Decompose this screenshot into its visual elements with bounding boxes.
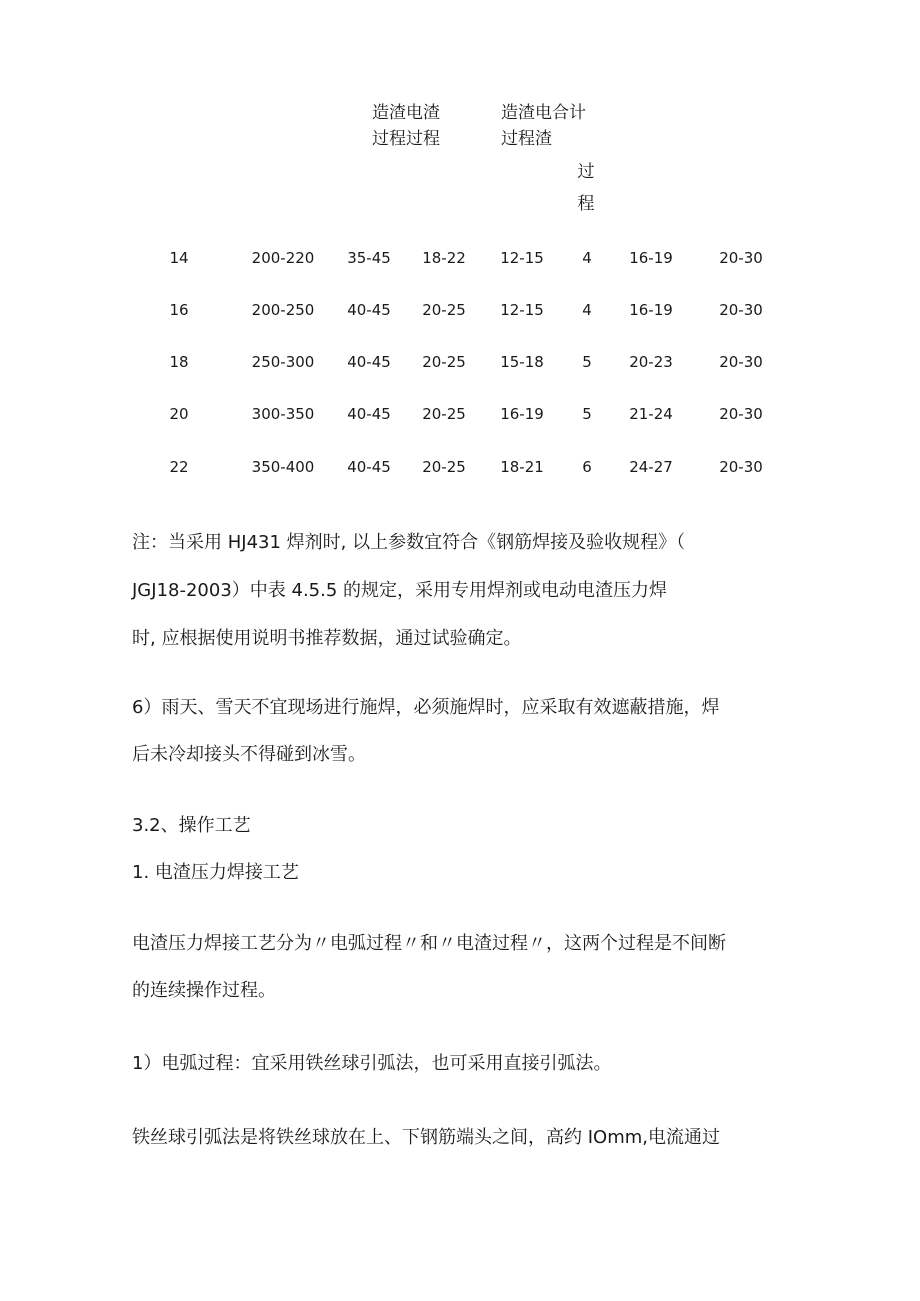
- table-header-text: 造渣电合计: [501, 103, 586, 123]
- table-cell: 16: [169, 301, 189, 319]
- table-cell: 18-22: [422, 249, 466, 267]
- table-cell: 15-18: [500, 353, 544, 371]
- note-line: 时, 应根据使用说明书推荐数据，通过试验确定。: [132, 628, 522, 649]
- note-paragraph: [132, 519, 685, 663]
- section-heading: 3.2、操作工艺: [132, 815, 251, 836]
- table-header-text: 过程过程: [372, 129, 440, 149]
- intro-line: 电渣压力焊接工艺分为〃电弧过程〃和〃电渣过程〃，这两个过程是不间断: [132, 933, 726, 954]
- table-cell: 4: [582, 249, 592, 267]
- table-cell: 40-45: [347, 301, 391, 319]
- table-cell: 21-24: [629, 405, 673, 423]
- table-cell: 350-400: [251, 458, 315, 476]
- table-cell: 22: [169, 458, 189, 476]
- arc-method-paragraph: 铁丝球引弧法是将铁丝球放在上、下钢筋端头之间，高约 IOmm,电流通过: [132, 1127, 720, 1148]
- table-cell: 40-45: [347, 405, 391, 423]
- table-header-text: 过程渣: [501, 129, 552, 149]
- note-line: 注：当采用 HJ431 焊剂时, 以上参数宜符合《钢筋焊接及验收规程》（: [132, 532, 686, 553]
- table-cell: 20-25: [422, 353, 466, 371]
- table-cell: 20-25: [422, 458, 466, 476]
- table-cell: 300-350: [251, 405, 315, 423]
- table-cell: 20-30: [719, 249, 763, 267]
- table-header-text: 程: [577, 194, 595, 214]
- intro-paragraph: [132, 920, 726, 1014]
- table-cell: 16-19: [629, 301, 673, 319]
- table-header-text: 造渣电渣: [372, 103, 440, 123]
- table-cell: 200-250: [251, 301, 315, 319]
- table-cell: 4: [582, 301, 592, 319]
- table-cell: 250-300: [251, 353, 315, 371]
- table-cell: 18: [169, 353, 189, 371]
- table-cell: 20-30: [719, 353, 763, 371]
- item-6-line: 后未冷却接头不得碰到冰雪。: [132, 744, 366, 765]
- item-6-paragraph: [132, 684, 719, 778]
- table-header-vertical: [576, 156, 596, 220]
- table-cell: 20-25: [422, 301, 466, 319]
- table-cell: 20: [169, 405, 189, 423]
- table-header-group-1: [372, 100, 440, 152]
- table-cell: 40-45: [347, 353, 391, 371]
- table-cell: 40-45: [347, 458, 391, 476]
- table-cell: 12-15: [500, 249, 544, 267]
- table-cell: 6: [582, 458, 592, 476]
- intro-line: 的连续操作过程。: [132, 980, 276, 1001]
- table-cell: 35-45: [347, 249, 391, 267]
- table-cell: 20-23: [629, 353, 673, 371]
- table-cell: 20-30: [719, 405, 763, 423]
- table-cell: 16-19: [629, 249, 673, 267]
- sub-heading: 1. 电渣压力焊接工艺: [132, 862, 299, 883]
- table-cell: 12-15: [500, 301, 544, 319]
- item-6-line: 6）雨天、雪天不宜现场进行施焊，必须施焊时，应采取有效遮蔽措施，焊: [132, 697, 720, 718]
- table-cell: 20-25: [422, 405, 466, 423]
- note-line: JGJ18-2003）中表 4.5.5 的规定，采用专用焊剂或电动电渣压力焊: [132, 580, 668, 601]
- table-header-group-2: [501, 100, 586, 152]
- table-cell: 18-21: [500, 458, 544, 476]
- table-cell: 14: [169, 249, 189, 267]
- table-cell: 20-30: [719, 301, 763, 319]
- table-header-text: 过: [577, 162, 595, 182]
- table-cell: 20-30: [719, 458, 763, 476]
- table-cell: 5: [582, 405, 592, 423]
- table-cell: 24-27: [629, 458, 673, 476]
- table-cell: 5: [582, 353, 592, 371]
- table-cell: 16-19: [500, 405, 544, 423]
- table-cell: 200-220: [251, 249, 315, 267]
- item-1-paragraph: 1）电弧过程：宜采用铁丝球引弧法，也可采用直接引弧法。: [132, 1053, 612, 1074]
